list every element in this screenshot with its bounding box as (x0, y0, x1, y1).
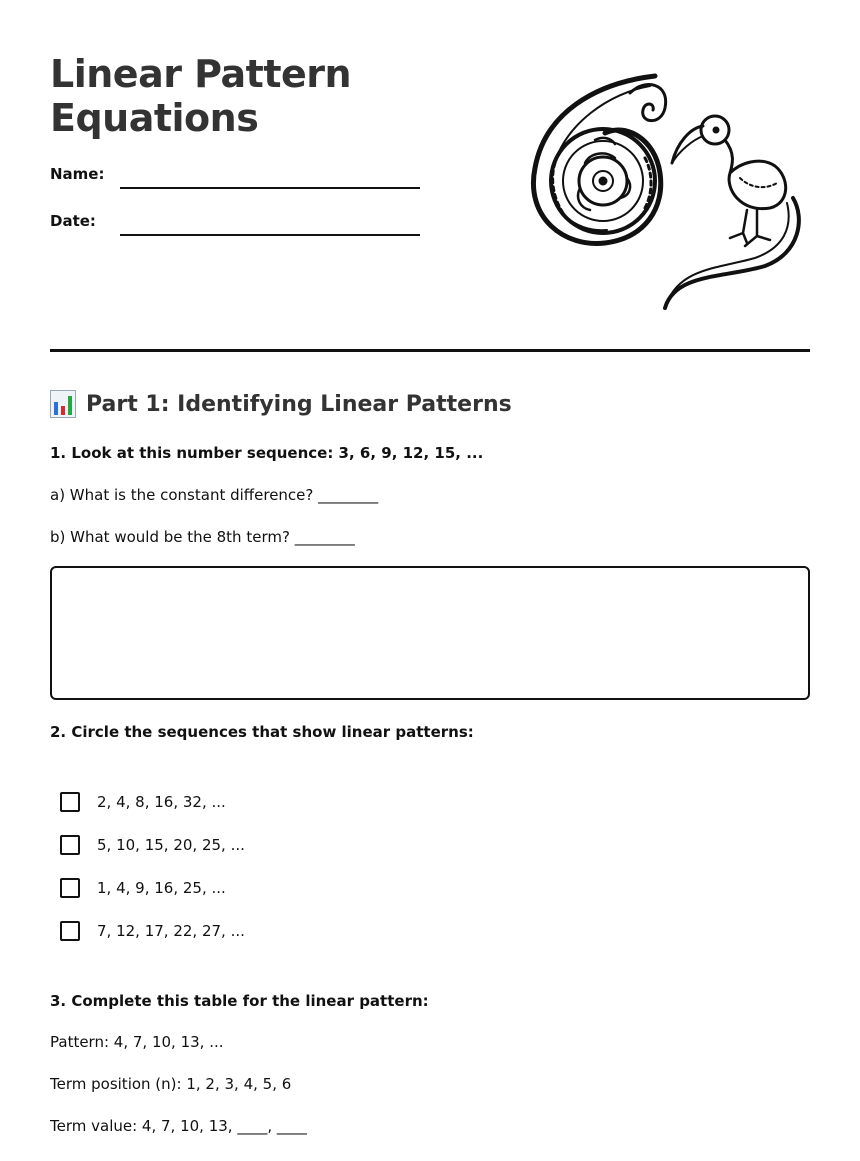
option-1-checkbox[interactable] (60, 792, 80, 812)
question-1b: b) What would be the 8th term? ________ (50, 528, 355, 546)
question-3-positions: Term position (n): 1, 2, 3, 4, 5, 6 (50, 1075, 292, 1093)
question-3-values: Term value: 4, 7, 10, 13, ____, ____ (50, 1117, 307, 1135)
date-field[interactable] (50, 212, 420, 236)
date-line[interactable] (120, 234, 420, 236)
part1-title (50, 388, 512, 420)
option-3-label: 1, 4, 9, 16, 25, ... (97, 879, 226, 897)
option-2[interactable] (60, 833, 245, 857)
option-4[interactable] (60, 919, 245, 943)
question-3-pattern: Pattern: 4, 7, 10, 13, ... (50, 1033, 224, 1051)
part1-title-text: Part 1: Identifying Linear Patterns (86, 391, 512, 417)
option-4-checkbox[interactable] (60, 921, 80, 941)
name-line[interactable] (120, 187, 420, 189)
question-2-heading: 2. Circle the sequences that show linear patterns: (50, 723, 474, 741)
option-1-label: 2, 4, 8, 16, 32, ... (97, 793, 226, 811)
name-field[interactable] (50, 165, 420, 189)
date-label: Date: (50, 212, 96, 230)
option-4-label: 7, 12, 17, 22, 27, ... (97, 922, 245, 940)
page-title: Linear Pattern Equations (50, 52, 352, 140)
option-3[interactable] (60, 876, 226, 900)
bar-chart-icon (50, 390, 76, 418)
spiral-bird-illustration (525, 68, 815, 313)
question-3-heading: 3. Complete this table for the linear pattern: (50, 992, 429, 1010)
question-1a: a) What is the constant difference? ________ (50, 486, 379, 504)
option-1[interactable] (60, 790, 226, 814)
option-3-checkbox[interactable] (60, 878, 80, 898)
header-divider (50, 349, 810, 352)
name-label: Name: (50, 165, 105, 183)
question-1-heading: 1. Look at this number sequence: 3, 6, 9, 12, 15, ... (50, 444, 484, 462)
option-2-label: 5, 10, 15, 20, 25, ... (97, 836, 245, 854)
option-2-checkbox[interactable] (60, 835, 80, 855)
answer-box[interactable] (50, 566, 810, 700)
